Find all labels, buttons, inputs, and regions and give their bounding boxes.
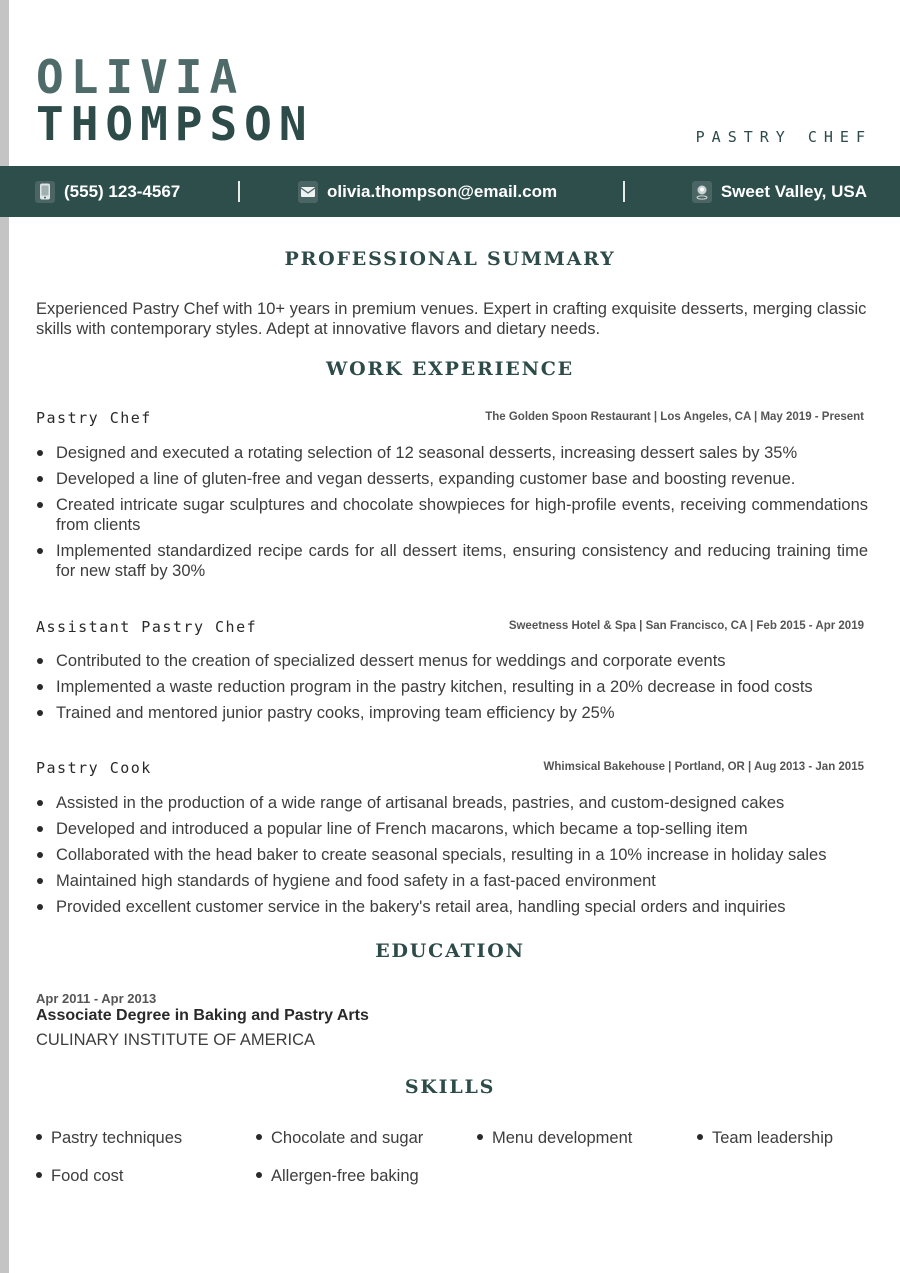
candidate-name <box>36 50 314 151</box>
skill-item: Pastry techniques <box>36 1128 256 1148</box>
list-item: Implemented a waste reduction program in the pastry kitchen, resulting in a 20% decrease in food costs <box>36 677 868 697</box>
education-date: Apr 2011 - Apr 2013 <box>36 991 157 1006</box>
section-title-summary: PROFESSIONAL SUMMARY <box>284 248 616 270</box>
job-bullets <box>36 793 868 923</box>
job-header <box>36 408 864 427</box>
contact-email[interactable] <box>298 166 557 217</box>
list-item: Collaborated with the head baker to create seasonal specials, resulting in a 10% increase in holiday sales <box>36 845 868 865</box>
list-item: Developed and introduced a popular line of French macarons, which became a top-selling item <box>36 819 868 839</box>
list-item: Maintained high standards of hygiene and food safety in a fast-paced environment <box>36 871 868 891</box>
job-role: Assistant Pastry Chef <box>36 618 258 636</box>
skill-item: Food cost <box>36 1166 256 1186</box>
list-item: Trained and mentored junior pastry cooks, improving team efficiency by 25% <box>36 703 868 723</box>
envelope-icon <box>298 181 318 203</box>
job-role: Pastry Chef <box>36 409 152 427</box>
job-header <box>36 617 864 636</box>
skill-item: Allergen-free baking <box>256 1166 477 1186</box>
phone-icon <box>35 181 55 203</box>
education-degree: Associate Degree in Baking and Pastry Arts <box>36 1007 369 1024</box>
job-title: PASTRY CHEF <box>695 128 872 146</box>
job-bullets <box>36 443 868 587</box>
job-header <box>36 758 864 777</box>
contact-location <box>692 166 867 217</box>
map-pin-icon <box>692 181 712 203</box>
section-title-education: EDUCATION <box>375 940 525 962</box>
list-item: Provided excellent customer service in the bakery's retail area, handling special orders and inquiries <box>36 897 868 917</box>
list-item: Developed a line of gluten-free and vegan desserts, expanding customer base and boosting revenue. <box>36 469 868 489</box>
section-title-experience: WORK EXPERIENCE <box>326 358 574 380</box>
job-bullets <box>36 651 868 729</box>
job-meta: Whimsical Bakehouse | Portland, OR | Aug 2013 - Jan 2015 <box>543 761 864 773</box>
education-school: CULINARY INSTITUTE OF AMERICA <box>36 1031 316 1049</box>
location-text: Sweet Valley, USA <box>720 181 867 201</box>
list-item: Implemented standardized recipe cards for all dessert items, ensuring consistency and reducing training time for new staff by 30% <box>36 541 868 581</box>
contact-divider <box>238 181 240 202</box>
contact-divider <box>623 181 625 202</box>
skills-list <box>36 1128 896 1186</box>
skill-item: Chocolate and sugar <box>256 1128 477 1148</box>
phone-text: (555) 123-4567 <box>64 181 181 201</box>
contact-phone[interactable] <box>35 166 180 217</box>
list-item: Created intricate sugar sculptures and chocolate showpieces for high-profile events, receiving commendations from clients <box>36 495 868 535</box>
first-name: OLIVIA <box>36 50 245 104</box>
job-role: Pastry Cook <box>36 759 152 777</box>
summary-text: Experienced Pastry Chef with 10+ years in premium venues. Expert in crafting exquisite desserts, merging classic skills with contemporary styles. Adept at innovative flavors and dietary needs. <box>36 300 867 338</box>
list-item: Assisted in the production of a wide range of artisanal breads, pastries, and custom-designed cakes <box>36 793 868 813</box>
last-name: THOMPSON <box>36 97 314 151</box>
email-text: olivia.thompson@email.com <box>327 181 558 201</box>
section-title-skills: SKILLS <box>404 1076 496 1098</box>
contact-bar <box>0 166 900 217</box>
skill-item: Team leadership <box>697 1128 897 1148</box>
list-item: Contributed to the creation of specialized dessert menus for weddings and corporate events <box>36 651 868 671</box>
job-meta: The Golden Spoon Restaurant | Los Angeles, CA | May 2019 - Present <box>485 411 864 423</box>
list-item: Designed and executed a rotating selection of 12 seasonal desserts, increasing dessert sales by 35% <box>36 443 868 463</box>
job-meta: Sweetness Hotel & Spa | San Francisco, CA | Feb 2015 - Apr 2019 <box>508 620 864 632</box>
skill-item: Menu development <box>477 1128 697 1148</box>
